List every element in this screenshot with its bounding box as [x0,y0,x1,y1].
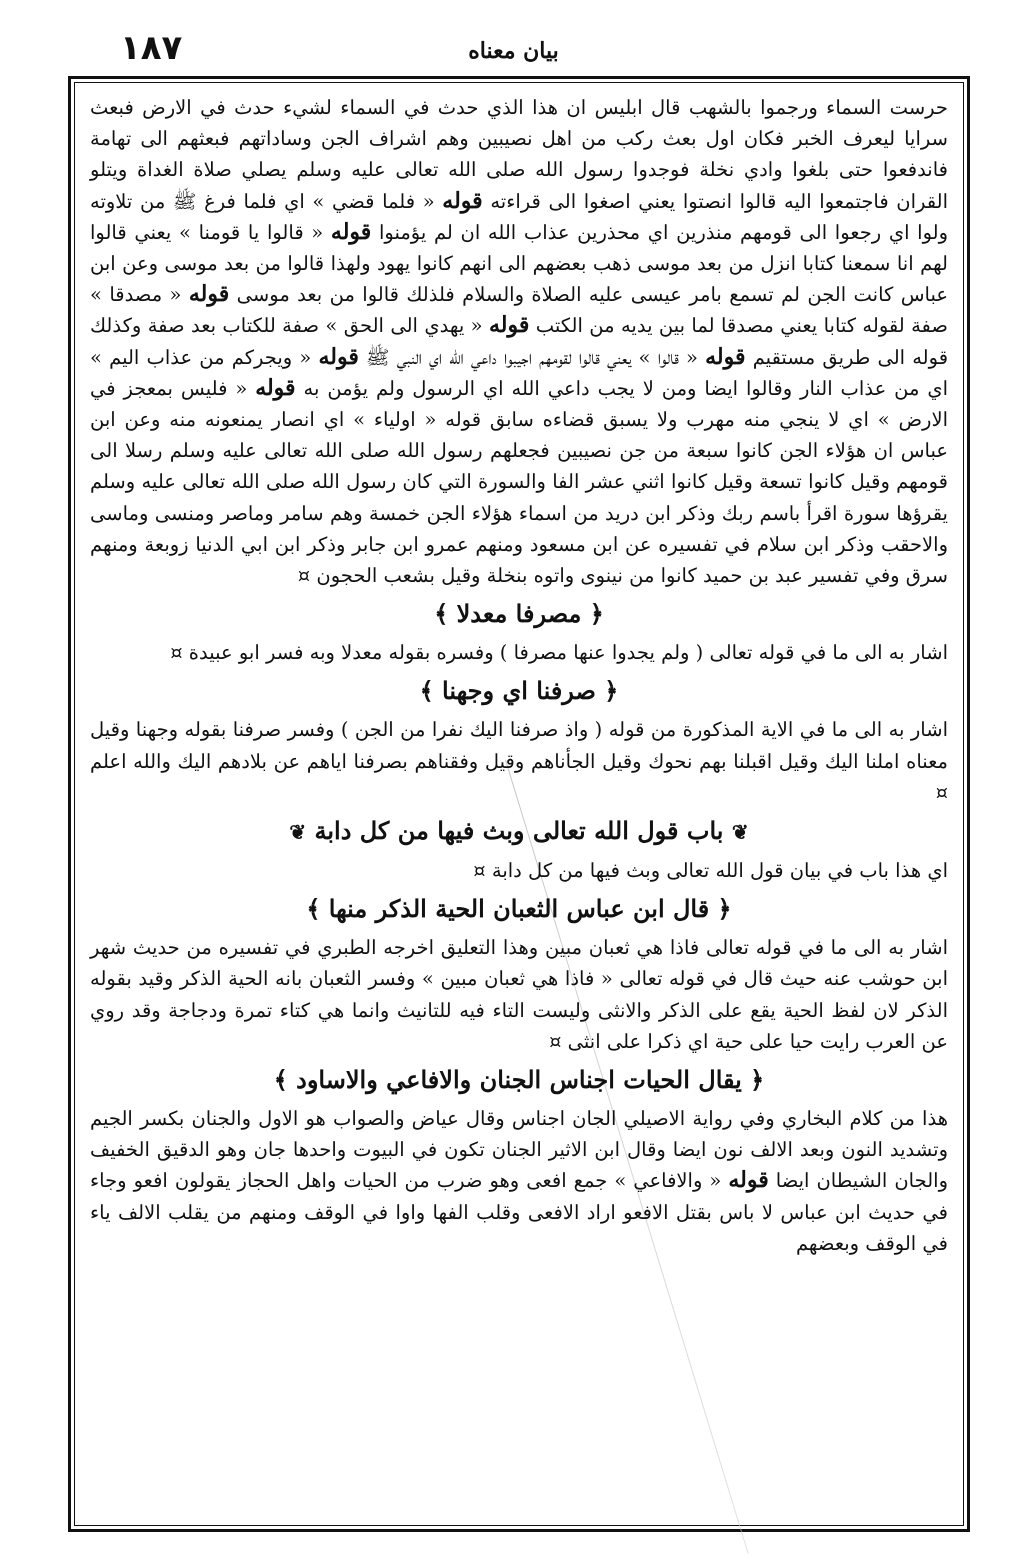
keyword-qawluhu: قوله [188,281,230,308]
section-heading: ﴿ يقال الحيات اجناس الجنان والافاعي والاساود ﴾ [273,1065,765,1095]
keyword-qawluhu: قوله [488,312,530,339]
running-head: بيان معناه [468,38,559,64]
ornament-icon: ❦ [289,820,307,845]
paragraph-4: اي هذا باب في بيان قول الله تعالى وبث فيها من كل دابة ¤ [473,859,948,883]
section-heading: ﴿ صرفنا اي وجهنا ﴾ [419,676,619,706]
paragraph-6: هذا من كلام البخاري وفي رواية الاصيلي الجان اجناس وقال عياض والصواب هو الاول والجنان بكسر الجيم وتشديد النون وبعد الالف نون ايضا وقال ابن الاثير الجنان تكون في البيوت واحدها جان وهو الدقيق الخفيف والجان الشيطان ايضا قوله « والافاعي » جمع افعى وهو ضرب من الحيات واهل الحجاز يقولون افعو وجاء في حديث ابن عباس لا باس بقتل الافعو اراد الافعى وقلب الفها واوا في الوقف ومنهم من يقلب الالف ياء في الوقف وبعضهم [90,1107,948,1255]
page-number: ١٨٧ [120,28,183,68]
keyword-qawluhu: قوله [330,218,372,245]
section-heading: ﴿ مصرفا معدلا ﴾ [434,599,604,629]
keyword-qawluhu: قوله [318,343,359,370]
keyword-qawluhu: قوله [255,374,296,401]
ornament-icon: ❦ [731,820,749,845]
paragraph-2: اشار به الى ما في قوله تعالى ( ولم يجدوا عنها مصرفا ) وفسره بقوله معدلا وبه فسر ابو عبيدة ¤ [170,641,948,665]
chapter-heading: ❦ باب قول الله تعالى وبث فيها من كل دابة ❦ [289,816,749,846]
paragraph-1: حرست السماء ورجموا بالشهب قال ابليس ان هذا الذي حدث في السماء لشيء حدث في الارض فبعث سرايا ليعرف الخبر فكان اول بعث ركب من اهل نصيبين وهم اشراف الجن وساداتهم فبعثهم الى تهامة فاندفعوا حتى بلغوا وادي نخلة فوجدوا رسول الله صلى الله تعالى عليه وسلم يصلي صلاة الغداة ويتلو القران فاجتمعوا اليه قالوا انصتوا يعني اصغوا الى قراءته قوله « فلما قضي » اي فلما فرغ ﷺ من تلاوته ولوا اي رجعوا الى قومهم منذرين اي محذرين عذاب الله ان لم يؤمنوا قوله « قالوا يا قومنا » يعني قالوا لهم انا سمعنا كتابا انزل من بعد موسى ذهب بعضهم الى انهم كانوا يهود ولهذا قالوا من بعد موسى وعن ابن عباس كانت الجن لم تسمع بامر عيسى عليه الصلاة والسلام فلذلك قالوا من بعد موسى قوله « مصدقا » صفة لقوله كتابا يعني مصدقا لما بين يديه من الكتب قوله « يهدي الى الحق » صفة للكتاب بعد صفة وكذلك قوله الى طريق مستقيم قوله « قالوا » يعني قالوا لقومهم اجيبوا داعي الله اي النبي ﷺ قوله « ويجركم من عذاب اليم » اي من عذاب النار وقالوا ايضا ومن لا يجب داعي الله اي الرسول ولم يؤمن به قوله « فليس بمعجز في الارض » اي لا ينجي منه مهرب ولا يسبق قضاءه سابق قوله « اولياء » اي انصار يمنعونه منه وعن ابن عباس ان هؤلاء الجن كانوا سبعة من جن نصيبين فجعلهم رسول الله صلى الله تعالى عليه وسلم رسلا الى قومهم وقيل كانوا تسعة وقيل كانوا اثني عشر الفا والسورة التي كان رسول الله صلى الله تعالى عليه وسلم يقرؤها سورة اقرأ باسم ربك وذكر ابن دريد من اسماء هؤلاء الجن خمسة وهم سامر وماصر ومنسى وماسى والاحقب وذكر ابن سلام في تفسيره عن ابن مسعود ومنهم عمرو ابن جابر وذكر ابن ابي الدنيا زوبعة ومنهم سرق وفي تفسير عبد بن حميد كانوا من نينوى واتوه بنخلة وقيل بشعب الحجون ¤ [90,96,949,588]
main-text [90,92,948,1259]
keyword-qawluhu: قوله [442,187,483,214]
keyword-qawluhu: قوله [705,343,746,370]
paragraph-3: اشار به الى ما في الاية المذكورة من قوله ( واذ صرفنا اليك نفرا من الجن ) وفسر صرفنا بقوله وجهنا وقيل معناه املنا اليك وقيل اقبلنا بهم نحوك وقيل الجأناهم وقيل وفقناهم بصرفنا اياهم عن بلادهم اليك والله اعلم ¤ [90,718,948,804]
paragraph-5: اشار به الى ما في قوله تعالى فاذا هي ثعبان مبين وهذا التعليق اخرجه الطبري في تفسيره من حديث شهر ابن حوشب عنه حيث قال في قوله تعالى « فاذا هي ثعبان مبين » وفسر الثعبان بانه الحية الذكر وقيد بقوله الذكر لان لفظ الحية يقع على الذكر والانثى وليست التاء فيه للتانيث وانما هي كتاء تمرة ودجاجة وقد روي عن العرب رايت حيا على حية اي ذكرا على انثى ¤ [90,936,948,1053]
section-heading: ﴿ قال ابن عباس الثعبان الحية الذكر منها ﴾ [306,894,732,924]
keyword-qawluhu: قوله [728,1167,769,1194]
